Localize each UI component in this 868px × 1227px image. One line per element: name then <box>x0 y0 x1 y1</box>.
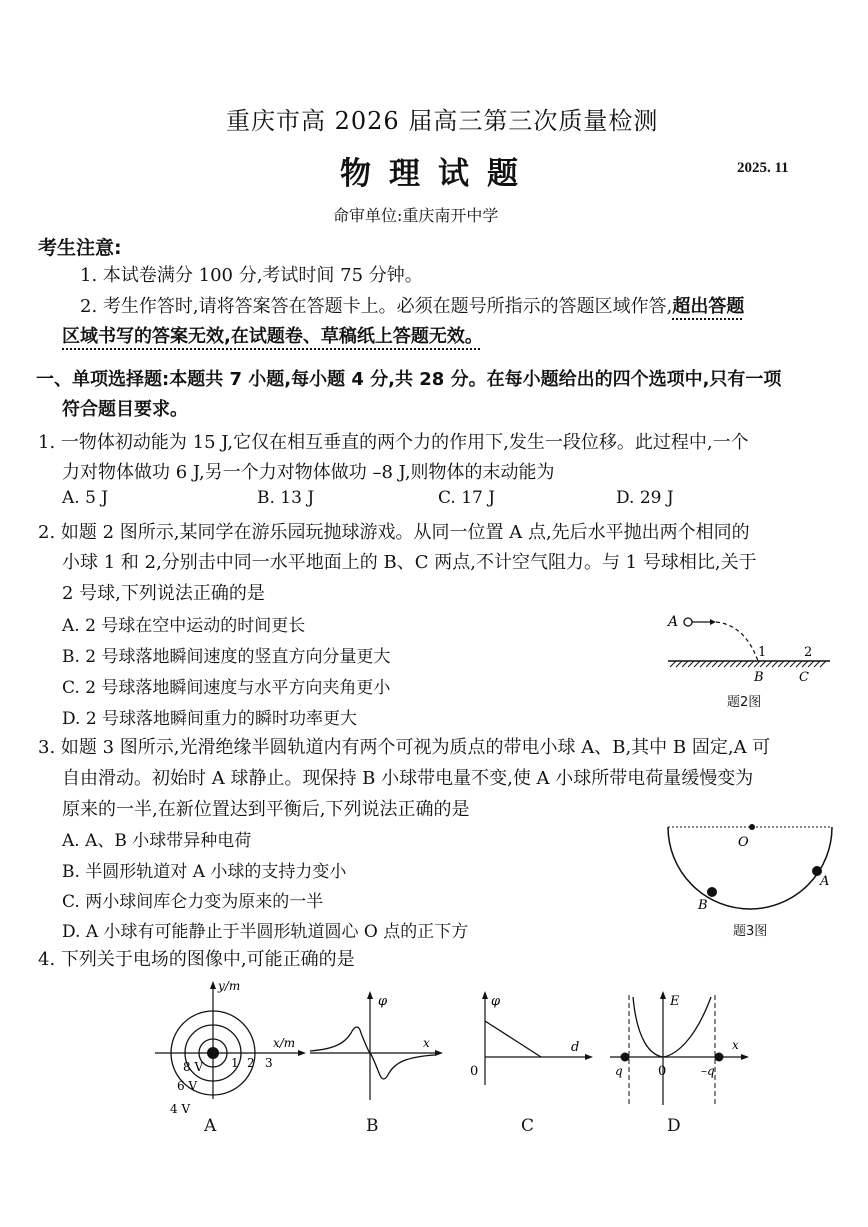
notice-item-2-emphasis-cont: 区域书写的答案无效,在试题卷、草稿纸上答题无效。 <box>62 326 483 347</box>
subject-title: 物理试题 <box>340 156 536 192</box>
fig4d-label: D <box>667 1116 681 1136</box>
fig4d-q-neg: –q <box>701 1064 715 1078</box>
fig3-caption: 题3图 <box>733 924 768 939</box>
q4-line-1: 4. 下列关于电场的图像中,可能正确的是 <box>38 949 355 970</box>
exam-title: 重庆市高 2026 届高三第三次质量检测 <box>226 107 659 135</box>
fig4c-line <box>485 1021 541 1057</box>
section-1-heading-cont: 符合题目要求。 <box>62 399 188 420</box>
fig4a-tick-1: 1 <box>231 1056 239 1070</box>
fig2-point-c: C <box>799 670 809 685</box>
fig4a-label: A <box>204 1116 217 1136</box>
notice-item-2-emphasis: 超出答题 <box>672 296 745 317</box>
exam-date: 2025. 11 <box>737 160 789 176</box>
fig4a-label-6v: 6 V <box>177 1079 198 1093</box>
figure-4b-potential <box>305 985 445 1105</box>
fig2-arrow-head-icon <box>710 619 716 625</box>
fig4a-tick-2: 2 <box>247 1056 255 1070</box>
fig4c-origin: 0 <box>470 1064 479 1079</box>
fig4d-ylabel: E <box>670 994 680 1009</box>
q3-option-c: C. 两小球间库仑力变为原来的一半 <box>62 892 324 912</box>
q1-option-b: B. 13 J <box>257 488 315 508</box>
fig4b-ylabel: φ <box>378 994 388 1009</box>
fig4a-ylabel: y/m <box>218 979 241 993</box>
q1-line-2: 力对物体做功 6 J,另一个力对物体做功 –8 J,则物体的末动能为 <box>62 462 555 483</box>
fig4a-y-arrow-icon <box>210 981 216 989</box>
q3-line-1: 3. 如题 3 图所示,光滑绝缘半圆轨道内有两个可视为质点的带电小球 A、B,其中 B 固定,A 可 <box>38 737 771 758</box>
q3-option-a: A. A、B 小球带异种电荷 <box>62 831 252 851</box>
fig3-track <box>668 827 832 909</box>
fig4a-charge <box>207 1047 219 1059</box>
fig4a-label-4v: 4 V <box>170 1102 191 1116</box>
q1-option-d: D. 29 J <box>616 488 674 508</box>
figure-3-semicircle <box>660 815 840 920</box>
q1-option-a: A. 5 J <box>62 488 109 508</box>
fig4d-charge-left <box>621 1053 630 1062</box>
fig3-ball-b <box>707 887 717 897</box>
fig4b-xlabel: x <box>423 1036 430 1050</box>
figure-4a-equipotentials <box>150 975 310 1125</box>
fig4b-x-arrow-icon <box>435 1050 443 1056</box>
fig2-ball-icon <box>684 618 692 626</box>
fig4d-y-arrow-icon <box>660 991 666 999</box>
fig4c-xlabel: d <box>571 1040 580 1055</box>
notice-item-2 <box>80 293 744 321</box>
q2-line-3: 2 号球,下列说法正确的是 <box>62 583 265 604</box>
fig4d-x-arrow-icon <box>741 1054 749 1060</box>
q1-option-c: C. 17 J <box>438 488 496 508</box>
notice-heading: 考生注意: <box>38 237 122 259</box>
q2-option-c: C. 2 号球落地瞬间速度与水平方向夹角更小 <box>62 678 391 698</box>
fig4d-xlabel: x <box>732 1038 739 1052</box>
figure-4c-potential-distance <box>465 985 595 1105</box>
fig3-label-b: B <box>698 898 708 913</box>
fig2-label-1: 1 <box>758 645 767 660</box>
figure-4d-field <box>605 985 755 1110</box>
fig4c-x-arrow-icon <box>585 1054 593 1060</box>
q3-option-d: D. A 小球有可能静止于半圆形轨道圆心 O 点的正下方 <box>62 922 469 942</box>
fig3-label-a: A <box>820 874 830 889</box>
fig4d-origin: 0 <box>658 1064 667 1079</box>
fig4b-label: B <box>366 1116 379 1136</box>
q3-option-b: B. 半圆形轨道对 A 小球的支持力变小 <box>62 862 347 882</box>
fig2-ground-hatch <box>670 661 826 667</box>
fig4d-q-pos: q <box>615 1064 623 1078</box>
q2-line-2: 小球 1 和 2,分别击中同一水平地面上的 B、C 两点,不计空气阻力。与 1 号球相比,关于 <box>62 552 757 573</box>
section-1-heading: 一、单项选择题:本题共 7 小题,每小题 4 分,共 28 分。在每小题给出的四个选项中,只有一项 <box>36 369 782 390</box>
fig4d-charge-right <box>715 1053 724 1062</box>
fig4c-ylabel: φ <box>491 994 501 1009</box>
fig3-center-dot <box>749 824 755 830</box>
fig2-point-b: B <box>754 670 764 685</box>
fig2-label-2: 2 <box>804 645 813 660</box>
fig4a-label-8v: 8 V <box>183 1060 204 1074</box>
notice-item-1: 1. 本试卷满分 100 分,考试时间 75 分钟。 <box>80 265 423 286</box>
fig2-point-a: A <box>668 614 679 630</box>
fig4c-label: C <box>521 1116 535 1136</box>
q3-line-3: 原来的一半,在新位置达到平衡后,下列说法正确的是 <box>62 799 470 820</box>
q1-line-1: 1. 一物体初动能为 15 J,它仅在相互垂直的两个力的作用下,发生一段位移。此过程中,一个 <box>38 432 749 453</box>
q2-line-1: 2. 如题 2 图所示,某同学在游乐园玩抛球游戏。从同一位置 A 点,先后水平抛出两个相同的 <box>38 522 750 543</box>
fig4c-y-arrow-icon <box>482 991 488 999</box>
fig2-trajectory <box>716 622 758 661</box>
notice-item-2-text: 2. 考生作答时,请将答案答在答题卡上。必须在题号所指示的答题区域作答, <box>80 296 673 317</box>
fig4a-tick-3: 3 <box>265 1056 273 1070</box>
q3-line-2: 自由滑动。初始时 A 球静止。现保持 B 小球带电量不变,使 A 小球所带电荷量缓慢变为 <box>62 768 754 789</box>
author-unit: 命审单位:重庆南开中学 <box>333 206 499 225</box>
fig4b-y-arrow-icon <box>367 991 373 999</box>
q2-option-d: D. 2 号球落地瞬间重力的瞬时功率更大 <box>62 709 358 729</box>
fig2-caption: 题2图 <box>727 695 762 710</box>
fig3-label-o: O <box>738 835 749 850</box>
q2-option-b: B. 2 号球落地瞬间速度的竖直方向分量更大 <box>62 647 391 667</box>
q2-option-a: A. 2 号球在空中运动的时间更长 <box>62 616 306 636</box>
fig4a-xlabel: x/m <box>273 1036 296 1050</box>
